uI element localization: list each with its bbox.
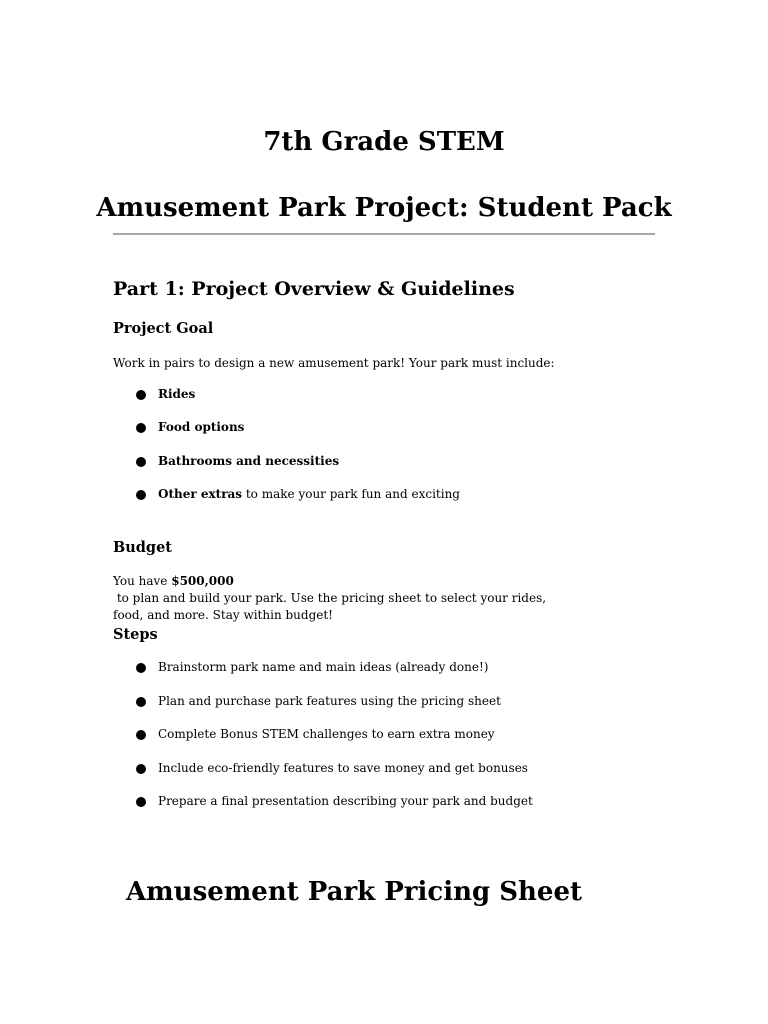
step-text: Include eco-friendly features to save money and get bonuses xyxy=(158,761,528,775)
goal-list-item xyxy=(136,386,195,403)
step-list-item xyxy=(136,793,533,810)
budget-text-start: You have xyxy=(113,574,172,588)
goal-list-item xyxy=(136,419,244,436)
bullet-icon xyxy=(136,490,146,500)
grade-title: 7th Grade STEM xyxy=(263,127,505,157)
goal-list-item xyxy=(136,486,460,503)
goal-item-text: to make your park fun and exciting xyxy=(242,487,460,501)
bullet-icon xyxy=(136,663,146,673)
project-goal-heading: Project Goal xyxy=(113,320,214,337)
bullet-icon xyxy=(136,390,146,400)
step-list-item xyxy=(136,760,528,777)
step-list-item xyxy=(136,726,495,743)
step-list-item xyxy=(136,659,488,676)
project-title: Amusement Park Project: Student Pack xyxy=(96,193,672,223)
step-list-item xyxy=(136,693,501,710)
step-text: Complete Bonus STEM challenges to earn extra money xyxy=(158,727,495,741)
goal-list-item xyxy=(136,453,339,470)
goal-item-bold: Food options xyxy=(158,420,245,434)
project-goal-intro: Work in pairs to design a new amusement park! Your park must include: xyxy=(113,356,555,370)
bullet-icon xyxy=(136,797,146,807)
budget-text xyxy=(113,573,653,624)
budget-heading: Budget xyxy=(113,539,172,556)
part1-heading: Part 1: Project Overview & Guidelines xyxy=(113,278,515,300)
goal-item-bold: Bathrooms and necessities xyxy=(158,454,340,468)
goal-item-bold: Rides xyxy=(158,387,196,401)
bullet-icon xyxy=(136,423,146,433)
bullet-icon xyxy=(136,730,146,740)
step-text: Plan and purchase park features using the pricing sheet xyxy=(158,694,501,708)
goal-item-bold: Other extras xyxy=(158,487,243,501)
budget-amount: $500,000 xyxy=(171,574,234,588)
step-text: Prepare a final presentation describing your park and budget xyxy=(158,794,533,808)
pricing-sheet-title: Amusement Park Pricing Sheet xyxy=(126,877,582,907)
bullet-icon xyxy=(136,764,146,774)
steps-heading: Steps xyxy=(113,626,158,643)
budget-text-line2: food, and more. Stay within budget! xyxy=(113,608,334,622)
bullet-icon xyxy=(136,697,146,707)
step-text: Brainstorm park name and main ideas (already done!) xyxy=(158,660,489,674)
budget-text-line1: to plan and build your park. Use the pricing sheet to select your rides, xyxy=(113,591,547,605)
bullet-icon xyxy=(136,457,146,467)
title-divider xyxy=(113,233,655,235)
